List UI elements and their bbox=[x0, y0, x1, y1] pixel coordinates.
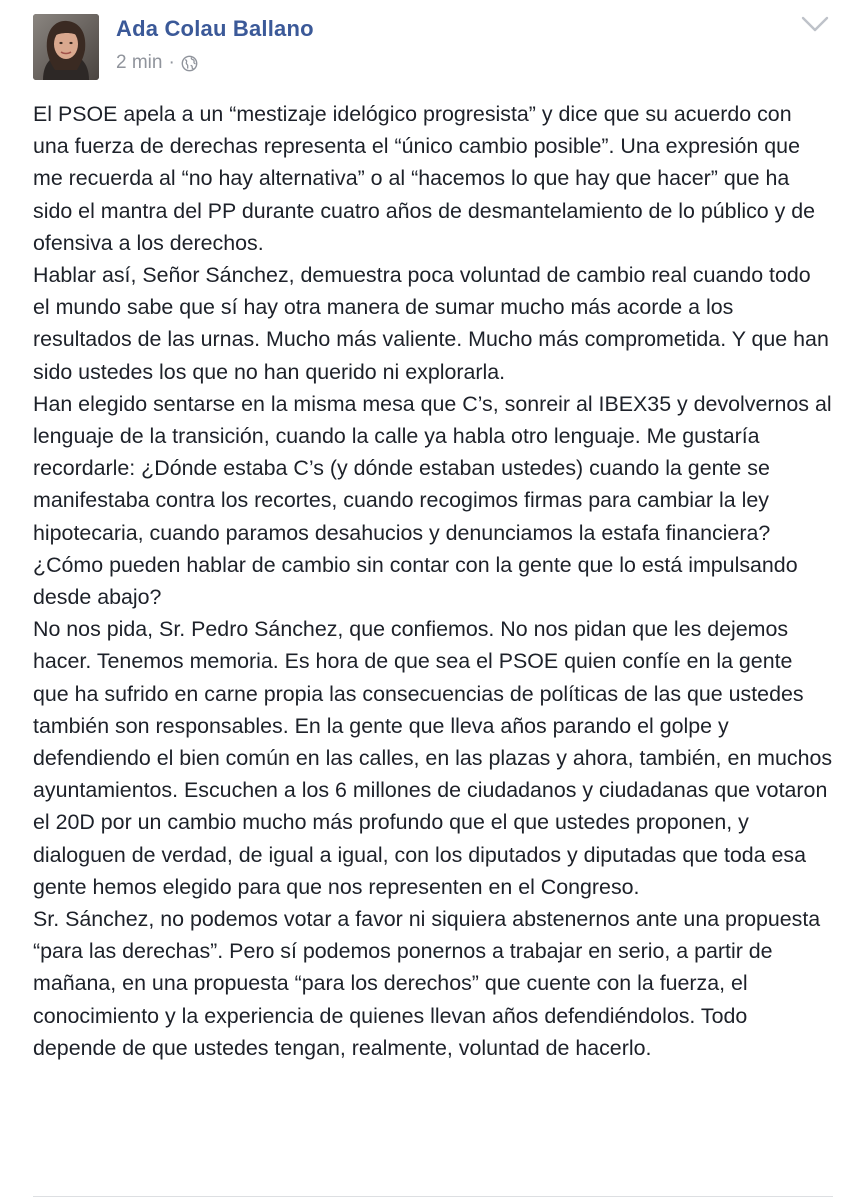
post-paragraph: Han elegido sentarse en la misma mesa que C’s, sonreir al IBEX35 y devolvernos al lenguaje de la transición, cuando la calle ya habla otro lenguaje. Me gustaría recordarle: ¿Dónde estaba C’s (y dónde estaban ustedes) cuando la gente se manifestaba contra los recortes, cuando recogimos firmas para cambiar la ley hipotecaria, cuando paramos desahucios y denunciamos la estafa financiera? bbox=[33, 391, 832, 545]
post-paragraph: ¿Cómo pueden hablar de cambio sin contar con la gente que lo está impulsando desde abajo? bbox=[33, 552, 798, 610]
post-timestamp[interactable]: 2 min bbox=[116, 52, 163, 73]
globe-icon[interactable] bbox=[181, 55, 198, 72]
post-paragraph: El PSOE apela a un “mestizaje idelógico progresista” y dice que su acuerdo con una fuerza de derechas representa el “único cambio posible”. Una expresión que me recuerda al “no hay alternativa” o al “hacemos lo que hay que hacer” que ha sido el mantra del PP durante cuatro años de desmantelamiento de lo público y de ofensiva a los derechos. bbox=[33, 102, 816, 255]
post-body bbox=[33, 98, 833, 1064]
author-name[interactable]: Ada Colau Ballano bbox=[116, 16, 314, 41]
post-paragraph: Hablar así, Señor Sánchez, demuestra poca voluntad de cambio real cuando todo el mundo sabe que sí hay otra manera de sumar mucho más acorde a los resultados de las urnas. Mucho más valiente. Mucho más comprometida. Y que han sido ustedes los que no han querido ni explorarla. bbox=[33, 263, 829, 384]
profile-photo-icon bbox=[33, 14, 99, 80]
post-divider bbox=[33, 1196, 833, 1197]
avatar[interactable] bbox=[33, 14, 99, 80]
post-paragraph: Sr. Sánchez, no podemos votar a favor ni siquiera abstenernos ante una propuesta “para las derechas”. Pero sí podemos ponernos a trabajar en serio, a partir de mañana, en una propuesta “para los derechos” que cuente con la fuerza, el conocimiento y la experiencia de quienes llevan años defendiéndolos. Todo depende de que ustedes tengan, realmente, voluntad de hacerlo. bbox=[33, 907, 821, 1060]
meta-separator: · bbox=[168, 52, 175, 73]
post-meta bbox=[116, 52, 198, 74]
post-paragraph: No nos pida, Sr. Pedro Sánchez, que confiemos. No nos pidan que les dejemos hacer. Tenemos memoria. Es hora de que sea el PSOE quien confíe en la gente que ha sufrido en carne propia las consecuencias de políticas de las que ustedes también son responsables. En la gente que lleva años parando el golpe y defendiendo el bien común en las calles, en las plazas y ahora, también, en muchos ayuntamientos. Escuchen a los 6 millones de ciudadanos y ciudadanas que votaron el 20D por un cambio mucho más profundo que el que ustedes proponen, y dialoguen de verdad, de igual a igual, con los diputados y diputadas que toda esa gente hemos elegido para que nos representen en el Congreso. bbox=[33, 617, 833, 899]
post-options-chevron-down-icon[interactable] bbox=[800, 12, 830, 36]
